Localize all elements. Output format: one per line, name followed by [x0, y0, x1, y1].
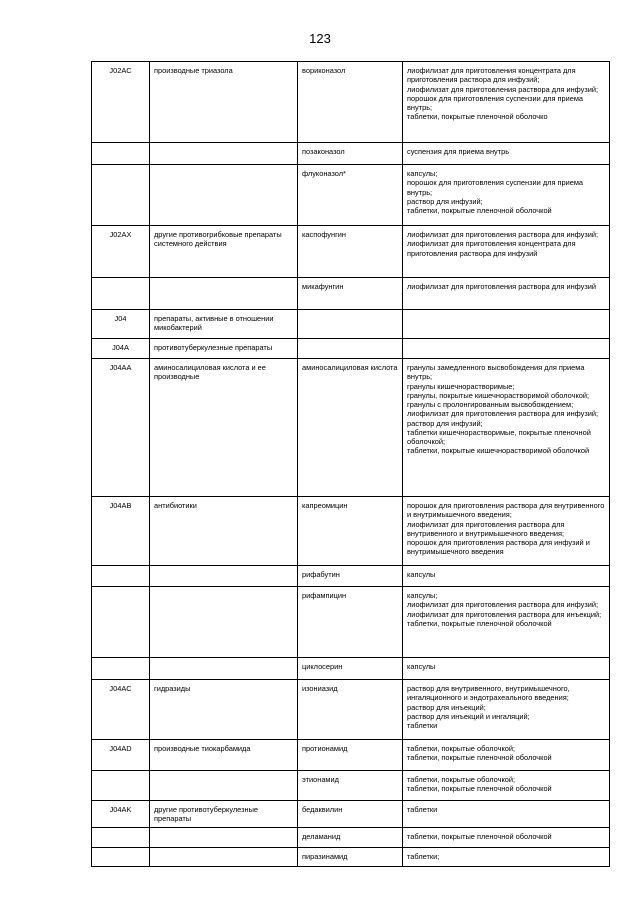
- atc-code-cell: J04A: [92, 339, 150, 359]
- table-row: [92, 165, 610, 226]
- atc-code-cell: [92, 847, 150, 866]
- table-row: [92, 658, 610, 680]
- table-row: [92, 587, 610, 658]
- atc-code-cell: [92, 278, 150, 310]
- table-row: [92, 310, 610, 339]
- drug-name-cell: [298, 339, 403, 359]
- table-row: [92, 62, 610, 143]
- atc-code-cell: [92, 587, 150, 658]
- drug-name-cell: протионамид: [298, 740, 403, 771]
- table-row: [92, 827, 610, 847]
- pharmacological-group-cell: антибиотики: [150, 497, 298, 566]
- table-row: [92, 359, 610, 497]
- atc-code-cell: J02AX: [92, 226, 150, 278]
- dosage-form-cell: капсулы: [403, 566, 610, 587]
- pharmacological-group-cell: [150, 566, 298, 587]
- atc-code-cell: [92, 771, 150, 801]
- page-number: 123: [309, 31, 331, 46]
- dosage-form-cell: капсулы; лиофилизат для приготовления раствора для инфузий; лиофилизат для приготовления раствора для инъекций; таблетки, покрытые пленочной оболочкой: [403, 587, 610, 658]
- drug-name-cell: бедаквилин: [298, 801, 403, 828]
- pharmacological-group-cell: производные тиокарбамида: [150, 740, 298, 771]
- table-row: [92, 566, 610, 587]
- dosage-form-cell: суспензия для приема внутрь: [403, 143, 610, 165]
- atc-code-cell: [92, 143, 150, 165]
- drug-name-cell: каспофунгин: [298, 226, 403, 278]
- pharmacological-group-cell: [150, 587, 298, 658]
- table-row: [92, 278, 610, 310]
- dosage-form-cell: таблетки, покрытые оболочкой; таблетки, покрытые пленочной оболочкой: [403, 740, 610, 771]
- drug-name-cell: флуконазол*: [298, 165, 403, 226]
- pharmacological-group-cell: [150, 771, 298, 801]
- table-row: [92, 680, 610, 740]
- table-row: [92, 143, 610, 165]
- drug-name-cell: аминосалициловая кислота: [298, 359, 403, 497]
- drug-name-cell: вориконазол: [298, 62, 403, 143]
- drug-name-cell: рифабутин: [298, 566, 403, 587]
- pharmacological-group-cell: другие противогрибковые препараты системного действия: [150, 226, 298, 278]
- dosage-form-cell: [403, 310, 610, 339]
- pharmacological-group-cell: препараты, активные в отношении микобактерий: [150, 310, 298, 339]
- atc-code-cell: [92, 566, 150, 587]
- dosage-form-cell: раствор для внутривенного, внутримышечного, ингаляционного и эндотрахеального введения; раствор для инъекций; раствор для инъекций и ингаляций; таблетки: [403, 680, 610, 740]
- table-row: [92, 771, 610, 801]
- atc-code-cell: J04AC: [92, 680, 150, 740]
- dosage-form-cell: лиофилизат для приготовления раствора для инфузий: [403, 278, 610, 310]
- table-row: [92, 801, 610, 828]
- atc-code-cell: J04AA: [92, 359, 150, 497]
- pharmacological-group-cell: [150, 143, 298, 165]
- dosage-form-cell: таблетки, покрытые пленочной оболочкой: [403, 827, 610, 847]
- atc-code-cell: J04AB: [92, 497, 150, 566]
- drug-name-cell: рифампицин: [298, 587, 403, 658]
- table-row: [92, 226, 610, 278]
- table-row: [92, 847, 610, 866]
- dosage-form-cell: порошок для приготовления раствора для внутривенного и внутримышечного введения; лиофилизат для приготовления раствора для внутривенного и внутримышечного введения; порошок для приготовления раствора для инфузий и внутримышечного введения: [403, 497, 610, 566]
- table-row: [92, 497, 610, 566]
- pharmacological-group-cell: аминосалициловая кислота и ее производные: [150, 359, 298, 497]
- atc-code-cell: [92, 827, 150, 847]
- dosage-form-cell: капсулы: [403, 658, 610, 680]
- drug-name-cell: циклосерин: [298, 658, 403, 680]
- pharmacological-group-cell: [150, 658, 298, 680]
- drug-name-cell: этионамид: [298, 771, 403, 801]
- table-row: [92, 740, 610, 771]
- pharmacological-group-cell: другие противотуберкулезные препараты: [150, 801, 298, 828]
- atc-code-cell: J02AC: [92, 62, 150, 143]
- atc-code-cell: J04AD: [92, 740, 150, 771]
- pharmacological-group-cell: [150, 165, 298, 226]
- table-row: [92, 339, 610, 359]
- medication-table: [91, 61, 610, 867]
- atc-code-cell: [92, 165, 150, 226]
- pharmacological-group-cell: гидразиды: [150, 680, 298, 740]
- atc-code-cell: J04: [92, 310, 150, 339]
- drug-name-cell: изониазид: [298, 680, 403, 740]
- drug-name-cell: микафунгин: [298, 278, 403, 310]
- pharmacological-group-cell: противотуберкулезные препараты: [150, 339, 298, 359]
- dosage-form-cell: лиофилизат для приготовления концентрата для приготовления раствора для инфузий; лиофилизат для приготовления раствора для инфузий; порошок для приготовления суспензии для приема внутрь; таблетки, покрытые пленочной оболочко: [403, 62, 610, 143]
- pharmacological-group-cell: [150, 278, 298, 310]
- drug-name-cell: [298, 310, 403, 339]
- pharmacological-group-cell: [150, 827, 298, 847]
- drug-name-cell: пиразинамид: [298, 847, 403, 866]
- drug-name-cell: капреомицин: [298, 497, 403, 566]
- dosage-form-cell: таблетки;: [403, 847, 610, 866]
- atc-code-cell: J04AK: [92, 801, 150, 828]
- dosage-form-cell: лиофилизат для приготовления раствора для инфузий; лиофилизат для приготовления концентрата для приготовления раствора для инфузий: [403, 226, 610, 278]
- dosage-form-cell: капсулы; порошок для приготовления суспензии для приема внутрь; раствор для инфузий; таблетки, покрытые пленочной оболочкой: [403, 165, 610, 226]
- dosage-form-cell: гранулы замедленного высвобождения для приема внутрь; гранулы кишечнорастворимые; гранулы, покрытые кишечнорастворимой оболочкой; гранулы с пролонгированным высвобождением; лиофилизат для приготовления раствора для инфузий; раствор для инфузий; таблетки кишечнорастворимые, покрытые пленочной оболочкой; таблетки, покрытые кишечнорастворимой оболочкой: [403, 359, 610, 497]
- drug-name-cell: позаконазол: [298, 143, 403, 165]
- dosage-form-cell: таблетки: [403, 801, 610, 828]
- pharmacological-group-cell: производные триазола: [150, 62, 298, 143]
- pharmacological-group-cell: [150, 847, 298, 866]
- atc-code-cell: [92, 658, 150, 680]
- dosage-form-cell: таблетки, покрытые оболочкой; таблетки, покрытые пленочной оболочкой: [403, 771, 610, 801]
- dosage-form-cell: [403, 339, 610, 359]
- drug-name-cell: деламанид: [298, 827, 403, 847]
